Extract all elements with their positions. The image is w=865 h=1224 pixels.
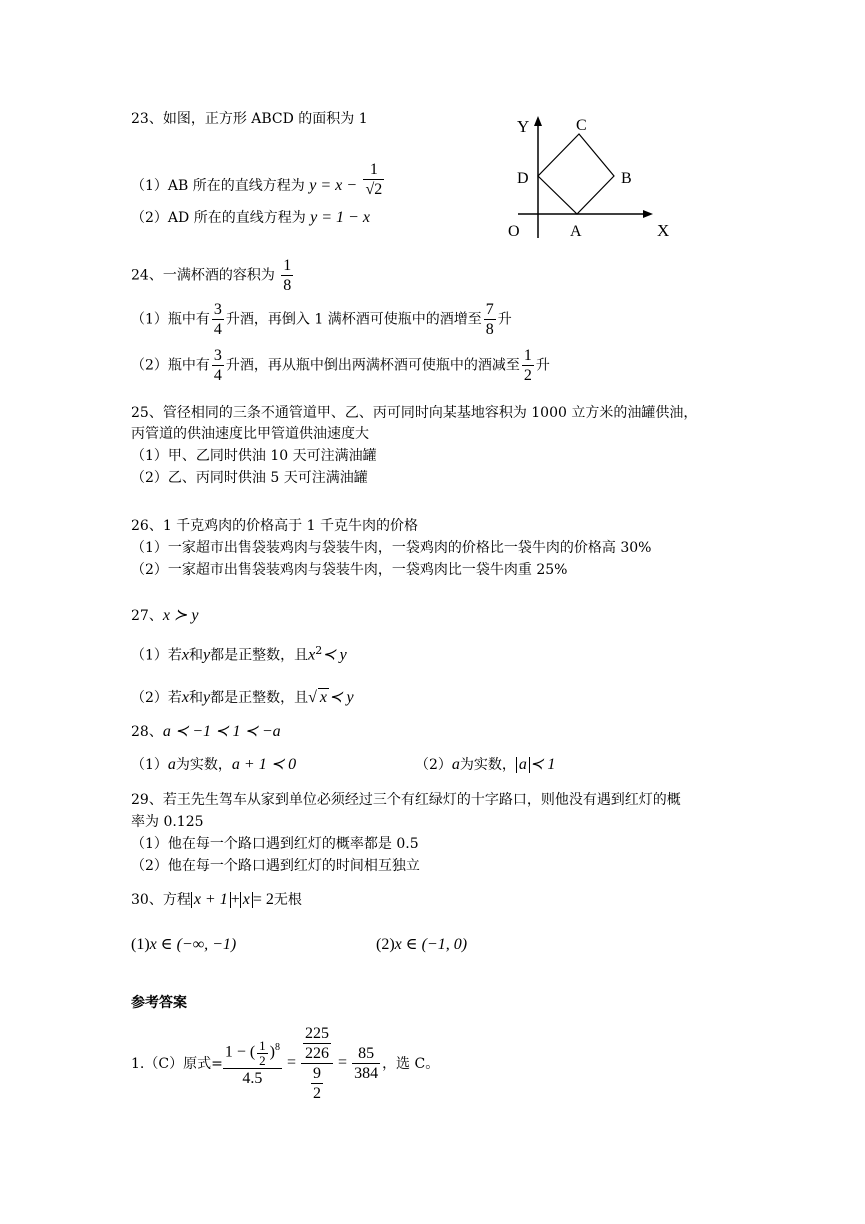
- q25-line-1: 25、管径相同的三条不通管道甲、乙、丙可同时向某基地容积为 1000 立方米的油罐供油，: [131, 405, 698, 421]
- q24-choice-2: （2）瓶中有 $\frac{3}{4}$ 升酒，再从瓶中倒出两满杯酒可使瓶中的酒减至 $\frac{1}{2}$ 升: [131, 347, 550, 384]
- q25-choice-2: （2）乙、丙同时供油 5 天可注满油罐: [131, 470, 368, 486]
- x-axis-arrow: [643, 210, 653, 218]
- q27-choice-1: （1）若x和y都是正整数，且$x^2≺$ y: [131, 644, 347, 664]
- fraction: $\frac{3}{4}$: [213, 301, 222, 338]
- q30-choice-1: (1)x ∈ (−∞, −1): [131, 936, 237, 953]
- q28-choice-2: （2）a为实数， a ≺ 1: [415, 756, 556, 773]
- answers-heading: 参考答案: [131, 995, 187, 1011]
- origin-label: O: [508, 223, 520, 240]
- q24-stem: 24、一满杯酒的容积为 $\frac{1}{8}$: [131, 257, 292, 294]
- answer-1-fraction-3: $\frac{85}{384}$: [354, 1044, 379, 1082]
- answer-1-fraction-1: 1 − ( $\frac{1}{2}$ )$^8$ 4.5: [224, 1037, 280, 1087]
- q26-choice-2: （2）一家超市出售袋装鸡肉与袋装牛肉，一袋鸡肉比一袋牛肉重 25%: [131, 562, 568, 578]
- sqrt-expression: x: [319, 689, 328, 706]
- q25-choice-1: （1）甲、乙同时供油 10 天可注满油罐: [131, 448, 377, 464]
- q23-fraction: $\frac{1}{√2}$: [365, 161, 383, 198]
- point-b-label: B: [621, 170, 632, 187]
- answer-1: 1.（C）原式= 1 − ( $\frac{1}{2}$ )$^8$ 4.5 = $\frac{\frac{225}{226}}{\frac{9}{2}}$ = $\frac{85}{384}$ ，选 C。: [131, 1024, 440, 1102]
- q23-choice-1: （1）AB 所在的直线方程为 y = x − $\frac{1}{√2}$: [131, 161, 383, 198]
- abs-value: a: [516, 757, 530, 773]
- q26-choice-1: （1）一家超市出售袋装鸡肉与袋装牛肉，一袋鸡肉的价格比一袋牛肉的价格高 30%: [131, 540, 652, 556]
- q24-choice-1: （1）瓶中有 $\frac{3}{4}$ 升酒，再倒入 1 满杯酒可使瓶中的酒增至 $\frac{7}{8}$ 升: [131, 301, 512, 338]
- q29-line-1: 29、若王先生驾车从家到单位必须经过三个有红绿灯的十字路口，则他没有遇到红灯的概: [131, 792, 681, 808]
- q30-stem: 30、方程 x + 1 + x = 2无根: [131, 891, 302, 908]
- y-axis-label: Y: [517, 117, 530, 136]
- q23-stem: 23、如图，正方形 ABCD 的面积为 1: [131, 111, 368, 127]
- q27-stem: 27、x ≻ y: [131, 607, 199, 624]
- q25-line-2: 丙管道的供油速度比甲管道供油速度大: [131, 426, 369, 442]
- q24-fraction: $\frac{1}{8}$: [283, 257, 292, 294]
- abs-value: x: [240, 892, 253, 908]
- fraction: $\frac{7}{8}$: [485, 301, 494, 338]
- y-axis-arrow: [534, 116, 542, 126]
- point-c-label: C: [576, 117, 587, 134]
- q29-choice-2: （2）他在每一个路口遇到红灯的时间相互独立: [131, 858, 420, 874]
- x-axis-label: X: [657, 221, 670, 240]
- q27-choice-2: （2）若x和y都是正整数，且√ x ≺ y: [131, 689, 354, 706]
- answer-1-fraction-2: $\frac{\frac{225}{226}}{\frac{9}{2}}$: [301, 1024, 333, 1103]
- q29-line-2: 率为 0.125: [131, 814, 204, 830]
- q30-choice-2: (2)x ∈ (−1, 0): [376, 936, 468, 953]
- q28-stem: 28、a ≺ −1 ≺ 1 ≺ −a: [131, 723, 281, 740]
- fraction: $\frac{3}{4}$: [213, 347, 222, 384]
- square-abcd-diagram: [505, 110, 680, 245]
- square-abcd: [538, 134, 614, 214]
- q28-choice-1: （1）a为实数，a + 1 ≺ 0: [131, 756, 297, 773]
- q23-choice-2: （2）AD 所在的直线方程为 y = 1 − x: [131, 209, 370, 226]
- abs-value: x + 1: [191, 892, 231, 908]
- fraction: $\frac{1}{2}$: [523, 347, 532, 384]
- q29-choice-1: （1）他在每一个路口遇到红灯的概率都是 0.5: [131, 836, 419, 852]
- point-d-label: D: [517, 170, 529, 187]
- point-a-label: A: [570, 223, 582, 240]
- q26-stem: 26、1 千克鸡肉的价格高于 1 千克牛肉的价格: [131, 518, 418, 534]
